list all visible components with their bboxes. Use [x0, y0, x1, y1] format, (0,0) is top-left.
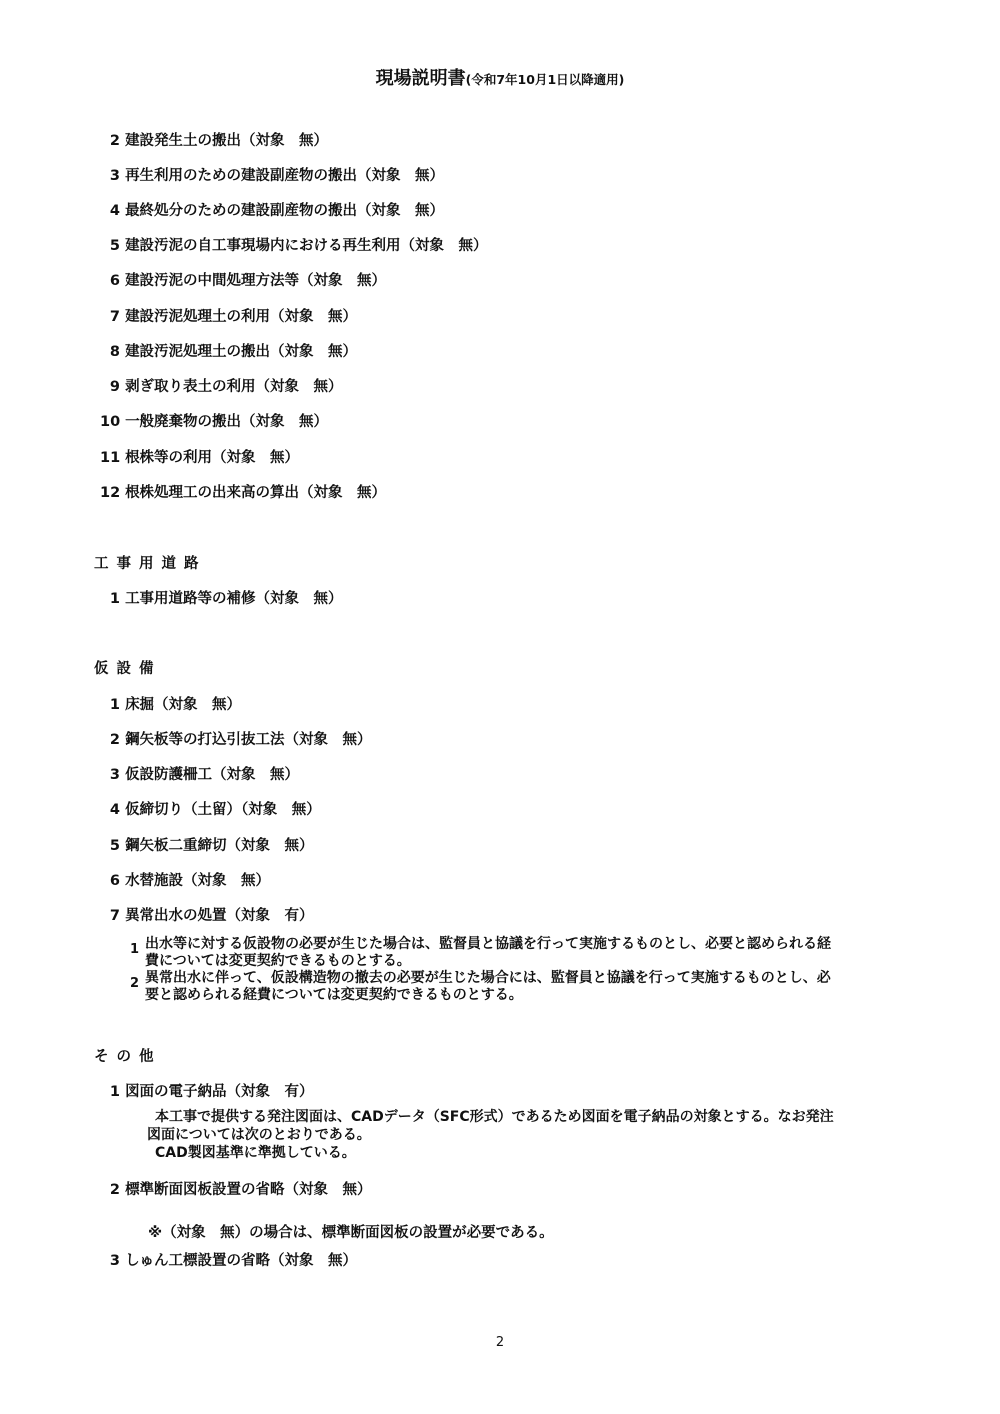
note: ※（対象 無）の場合は、標準断面図板の設置が必要である。 — [148, 1225, 554, 1241]
list-item: 1 図面の電子納品（対象 有） — [109, 1084, 314, 1100]
title-sub: (令和7年10月1日以降適用) — [465, 72, 625, 87]
section-heading-temporary: 仮設備 — [94, 661, 162, 677]
sub-item-text-line2: 費については変更契約できるものとする。 — [145, 953, 411, 969]
list-item: 2 建設発生土の搬出（対象 無） — [109, 133, 329, 149]
page-title — [0, 64, 1000, 90]
list-item: 5 建設汚泥の自工事現場内における再生利用（対象 無） — [109, 238, 488, 254]
paragraph-line: CAD製図基準に準拠している。 — [155, 1145, 356, 1161]
list-item: 11 根株等の利用（対象 無） — [100, 450, 300, 466]
title-main: 現場説明書 — [375, 68, 466, 89]
list-item: 4 最終処分のための建設副産物の搬出（対象 無） — [109, 203, 445, 219]
page-number: 2 — [495, 1335, 505, 1350]
list-item: 1 工事用道路等の補修（対象 無） — [109, 591, 343, 607]
list-item: 5 鋼矢板二重締切（対象 無） — [109, 838, 314, 854]
list-item: 6 建設汚泥の中間処理方法等（対象 無） — [109, 273, 387, 289]
list-item: 1 床掘（対象 無） — [109, 697, 242, 713]
sub-item-text-line1: 出水等に対する仮設物の必要が生じた場合は、監督員と協議を行って実施するものとし、必要と認められる経 — [145, 936, 831, 952]
list-item: 9 剥ぎ取り表土の利用（対象 無） — [109, 379, 343, 395]
list-item: 2 標準断面図板設置の省略（対象 無） — [109, 1182, 372, 1198]
paragraph-line: 本工事で提供する発注図面は、CADデータ（SFC形式）であるため図面を電子納品の対象とする。なお発注 — [155, 1109, 834, 1125]
paragraph-line: 図面については次のとおりである。 — [147, 1127, 371, 1143]
list-item: 2 鋼矢板等の打込引抜工法（対象 無） — [109, 732, 372, 748]
list-item: 12 根株処理工の出来高の算出（対象 無） — [100, 485, 387, 501]
list-item: 3 再生利用のための建設副産物の搬出（対象 無） — [109, 168, 445, 184]
list-item: 10 一般廃棄物の搬出（対象 無） — [100, 414, 329, 430]
list-item: 7 建設汚泥処理土の利用（対象 無） — [109, 309, 358, 325]
section-heading-other: その他 — [94, 1049, 162, 1065]
list-item: 3 しゅん工標設置の省略（対象 無） — [109, 1253, 358, 1269]
list-item: 6 水替施設（対象 無） — [109, 873, 271, 889]
list-item: 4 仮締切り（土留）（対象 無） — [109, 802, 321, 818]
list-item: 8 建設汚泥処理土の搬出（対象 無） — [109, 344, 358, 360]
sub-item-number: 2 — [130, 976, 140, 991]
sub-item-text-line2: 要と認められる経費については変更契約できるものとする。 — [145, 987, 523, 1003]
sub-item-text-line1: 異常出水に伴って、仮設構造物の撤去の必要が生じた場合には、監督員と協議を行って実施するものとし、必 — [145, 970, 831, 986]
list-item: 3 仮設防護柵工（対象 無） — [109, 767, 300, 783]
section-heading-road: 工事用道路 — [94, 556, 207, 572]
sub-item-number: 1 — [130, 942, 140, 957]
list-item: 7 異常出水の処置（対象 有） — [109, 908, 314, 924]
